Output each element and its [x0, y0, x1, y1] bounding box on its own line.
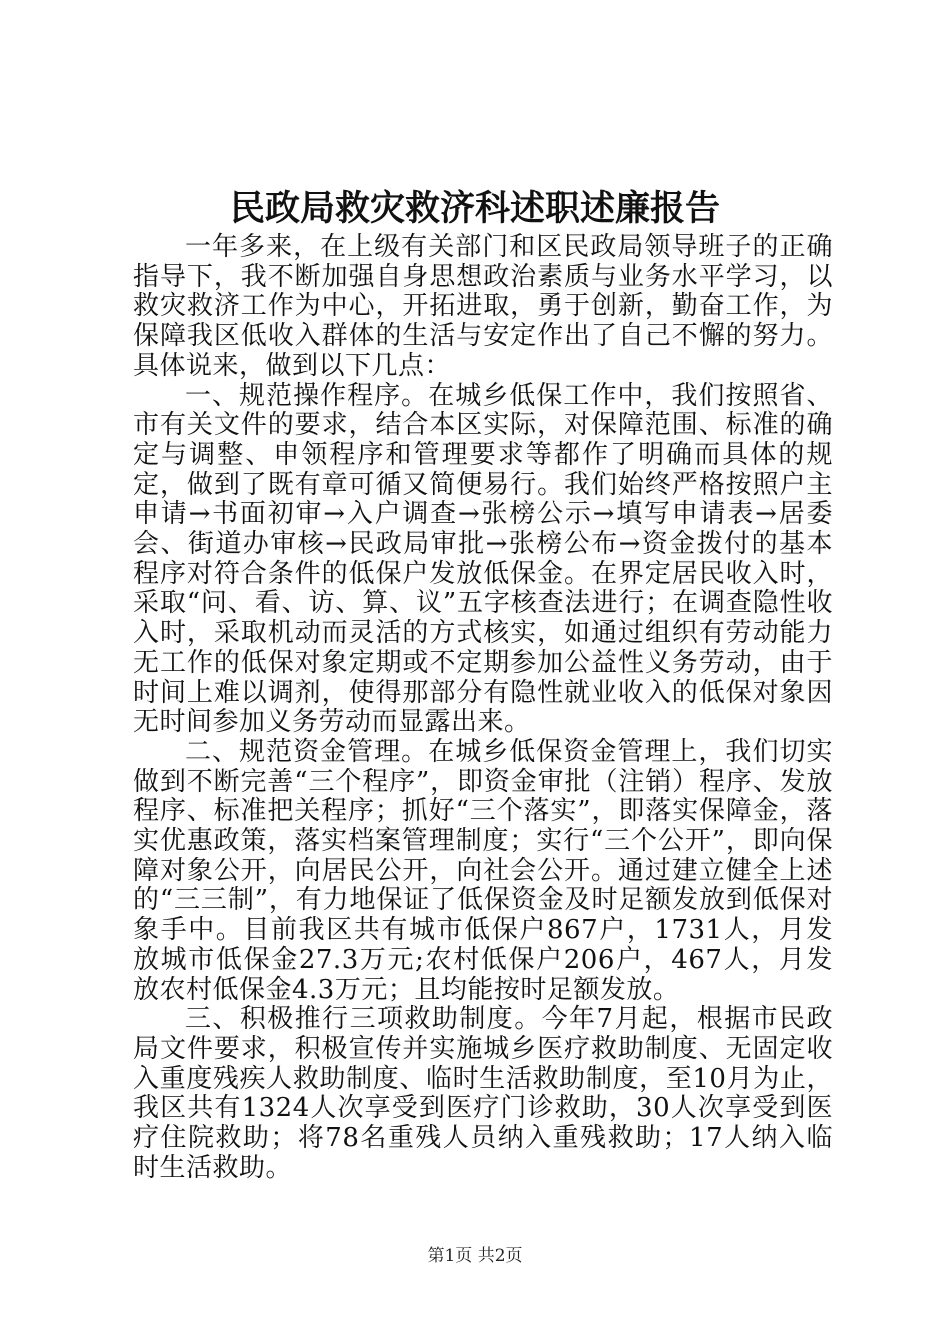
- paragraph-funds: 二、规范资金管理。在城乡低保资金管理上，我们切实做到不断完善“三个程序”，即资金审批（注销）程序、发放程序、标准把关程序；抓好“三个落实”，即落实保障金，落实优惠政策，落实档案管理制度；实行“三个公开”，即向保障对象公开，向居民公开，向社会公开。通过建立健全上述的“三三制”，有力地保证了低保资金及时足额发放到低保对象手中。目前我区共有城市低保户867户，1731人，月发放城市低保金27.3万元;农村低保户206户，467人，月发放农村低保金4.3万元；且均能按时足额发放。: [133, 736, 833, 1005]
- document-title: 民政局救灾救济科述职述廉报告: [229, 188, 720, 229]
- paragraph-intro: 一年多来，在上级有关部门和区民政局领导班子的正确指导下，我不断加强自身思想政治素质与业务水平学习，以救灾救济工作为中心，开拓进取，勇于创新，勤奋工作，为保障我区低收入群体的生活与安定作出了自己不懈的努力。具体说来，做到以下几点：: [133, 232, 833, 381]
- document-body: [133, 233, 833, 1184]
- paragraph-procedure: 一、规范操作程序。在城乡低保工作中，我们按照省、市有关文件的要求，结合本区实际，对保障范围、标准的确定与调整、申领程序和管理要求等都作了明确而具体的规定，做到了既有章可循又简便易行。我们始终严格按照户主申请→书面初审→入户调查→张榜公示→填写申请表→居委会、街道办审核→民政局审批→张榜公布→资金拨付的基本程序对符合条件的低保户发放低保金。在界定居民收入时，采取“问、看、访、算、议”五字核查法进行；在调查隐性收入时，采取机动而灵活的方式核实，如通过组织有劳动能力无工作的低保对象定期或不定期参加公益性义务劳动，由于时间上难以调剂，使得那部分有隐性就业收入的低保对象因无时间参加义务劳动而显露出来。: [133, 380, 833, 738]
- page-footer: 第1页 共2页: [427, 1246, 523, 1266]
- paragraph-assistance: 三、积极推行三项救助制度。今年7月起，根据市民政局文件要求，积极宣传并实施城乡医疗救助制度、无固定收入重度残疾人救助制度、临时生活救助制度，至10月为止，我区共有1324人次享受到医疗门诊救助，30人次享受到医疗住院救助；将78名重残人员纳入重残救助；17人纳入临时生活救助。: [133, 1004, 833, 1183]
